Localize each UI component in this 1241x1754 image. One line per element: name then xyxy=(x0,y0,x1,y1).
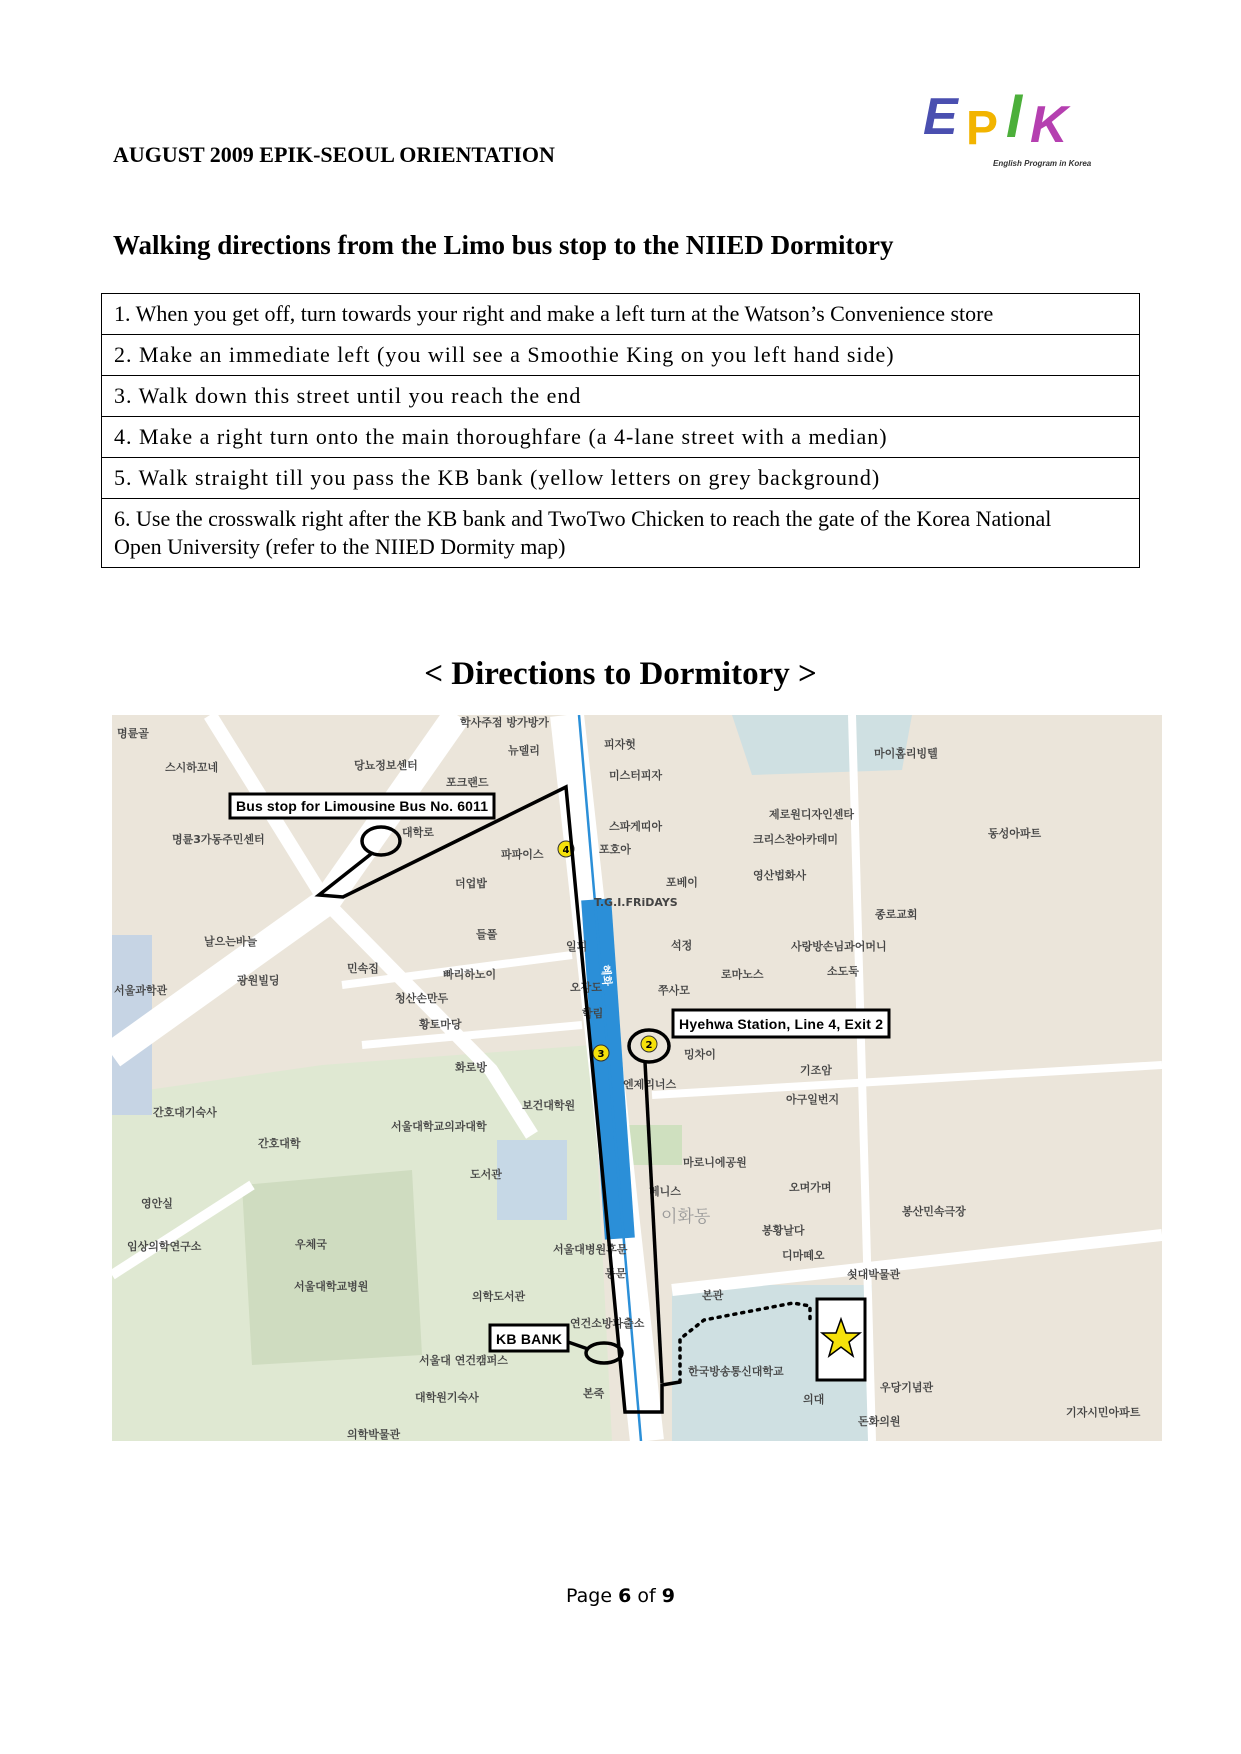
page-prefix: Page xyxy=(566,1585,619,1607)
map-label: 광원빌딩 xyxy=(237,974,280,987)
map-label: 영안실 xyxy=(141,1197,173,1210)
map-label: 크리스찬아카데미 xyxy=(753,833,839,846)
map-label: 대학로 xyxy=(402,826,434,839)
svg-text:l: l xyxy=(1006,85,1023,150)
map-label: 봉산민속극장 xyxy=(902,1205,966,1218)
subway-exit-2 xyxy=(641,1036,657,1052)
building-area xyxy=(497,1140,567,1220)
map-label: 오감도 xyxy=(570,981,602,994)
map-label: 우체국 xyxy=(295,1238,327,1251)
map-label: 화로방 xyxy=(455,1061,487,1074)
step-5: 5. Walk straight till you pass the KB bank (yellow letters on grey background) xyxy=(102,458,1140,499)
total-pages: 9 xyxy=(661,1585,675,1607)
svg-text:E: E xyxy=(923,88,958,146)
map-label: 의학박물관 xyxy=(347,1428,401,1441)
map-label: 오며가며 xyxy=(789,1181,832,1194)
svg-text:English Program in Korea: English Program in Korea xyxy=(993,159,1092,168)
map-label: 엔제리너스 xyxy=(623,1078,677,1091)
map-label: 서울대병원후문 xyxy=(553,1243,628,1256)
map-label: 베니스 xyxy=(649,1185,681,1198)
svg-text:Hyehwa Station, Line 4, Exit 2: Hyehwa Station, Line 4, Exit 2 xyxy=(679,1016,883,1032)
table-row xyxy=(102,335,1140,376)
step-1: 1. When you get off, turn towards your right and make a left turn at the Watson’s Convenience store xyxy=(102,294,1140,335)
document-header: AUGUST 2009 EPIK-SEOUL ORIENTATION xyxy=(113,142,555,167)
map-label: T.G.I.FRiDAYS xyxy=(594,896,678,909)
current-page: 6 xyxy=(618,1585,632,1607)
map-label: 사랑방손님과어머니 xyxy=(791,940,887,953)
map-label: 피자헛 xyxy=(604,738,636,751)
map-label: 명륜골 xyxy=(117,727,149,740)
map-label: 동성아파트 xyxy=(988,827,1042,840)
table-row xyxy=(102,499,1140,568)
map-label: 본죽 xyxy=(583,1387,605,1400)
map-label: 간호대기숙사 xyxy=(153,1106,217,1119)
map-label: 기조암 xyxy=(800,1064,832,1077)
map-label: 서울대 연건캠퍼스 xyxy=(419,1354,508,1367)
step-3: 3. Walk down this street until you reach the end xyxy=(102,376,1140,417)
map-label: 황토마당 xyxy=(419,1018,462,1031)
map-label: 더업밥 xyxy=(455,877,487,890)
bus-stop-callout xyxy=(230,794,494,818)
map-label: 청산손만두 xyxy=(395,992,449,1005)
map-label: 의대 xyxy=(803,1393,825,1406)
map-label: 파파이스 xyxy=(501,848,544,861)
map-label: 본관 xyxy=(702,1289,724,1302)
station-label: 혜화 xyxy=(599,964,614,987)
step-4: 4. Make a right turn onto the main thoroughfare (a 4-lane street with a median) xyxy=(102,417,1140,458)
map-label: 포베이 xyxy=(666,876,698,889)
map-label: 석정 xyxy=(671,939,693,952)
station-callout xyxy=(673,1010,889,1037)
svg-text:Bus stop for Limousine Bus No.: Bus stop for Limousine Bus No. 6011 xyxy=(236,798,488,814)
district-label: 이화동 xyxy=(661,1207,711,1227)
dormitory-star-marker xyxy=(817,1299,865,1380)
map-label: 서울대학교의과대학 xyxy=(391,1120,487,1133)
step-2: 2. Make an immediate left (you will see a Smoothie King on you left hand side) xyxy=(102,335,1140,376)
map-label: 빠리하노이 xyxy=(443,968,497,981)
map-label: 기자시민아파트 xyxy=(1066,1406,1141,1419)
map-label: 마이홈리빙텔 xyxy=(874,747,938,760)
map-label: 연건소방파출소 xyxy=(570,1317,645,1330)
svg-text:2: 2 xyxy=(645,1040,653,1051)
map-label: 민속집 xyxy=(347,962,379,975)
table-row xyxy=(102,458,1140,499)
map-label: 로마노스 xyxy=(721,968,764,981)
epik-logo xyxy=(918,82,1108,172)
map-label: 들풀 xyxy=(476,928,498,941)
map-label: 한국방송통신대학교 xyxy=(688,1365,784,1378)
map-label: 쭈사모 xyxy=(658,984,690,997)
map-label: 서울대학교병원 xyxy=(294,1280,369,1293)
map-label: 마로니에공원 xyxy=(683,1156,747,1169)
map-label: 포크랜드 xyxy=(446,776,489,789)
svg-text:3: 3 xyxy=(597,1049,605,1060)
svg-text:4: 4 xyxy=(562,845,570,856)
map-label: 디마떼오 xyxy=(782,1249,825,1262)
map-label: 소도둑 xyxy=(827,965,859,978)
map-label: 쇳대박물관 xyxy=(847,1268,901,1281)
map-label: 스파게띠아 xyxy=(609,820,663,833)
map-label: 의학도서관 xyxy=(472,1290,526,1303)
step-6: 6. Use the crosswalk right after the KB bank and TwoTwo Chicken to reach the gate of the Korea National Open University (refer to the NIIED Dormity map) xyxy=(102,499,1140,568)
svg-text:KB BANK: KB BANK xyxy=(496,1331,562,1347)
map-label: 서울과학관 xyxy=(114,984,168,997)
map-label: 미스터피자 xyxy=(609,769,663,782)
map-label: 도서관 xyxy=(470,1168,502,1181)
svg-text:K: K xyxy=(1030,96,1068,154)
map-label: 보건대학원 xyxy=(522,1099,576,1112)
map-label: 날으는바늘 xyxy=(204,935,258,948)
map-label: 임상의학연구소 xyxy=(127,1240,202,1253)
map-label: 영산법화사 xyxy=(753,869,807,882)
directions-map xyxy=(112,715,1162,1441)
pond-area xyxy=(732,715,912,775)
hospital-area xyxy=(242,1170,422,1365)
directions-table xyxy=(101,293,1140,568)
table-row xyxy=(102,294,1140,335)
map-label: 일피 xyxy=(566,940,588,953)
map-label: 우당기념관 xyxy=(880,1381,934,1394)
kb-bank-callout xyxy=(490,1325,568,1351)
map-label: 아구일번지 xyxy=(786,1093,840,1106)
map-label: 돈화의원 xyxy=(858,1415,901,1428)
map-label: 학림 xyxy=(582,1007,604,1020)
table-row xyxy=(102,417,1140,458)
map-label: 대학원기숙사 xyxy=(415,1391,479,1404)
map-label: 밍차이 xyxy=(684,1048,716,1061)
map-label: 당뇨정보센터 xyxy=(354,759,418,772)
map-heading: < Directions to Dormitory > xyxy=(424,656,817,692)
map-label: 제로원디자인센타 xyxy=(769,808,855,821)
map-label: 학사주점 방가방가 xyxy=(460,716,549,729)
map-label: 봉황날다 xyxy=(762,1224,805,1237)
page-number xyxy=(0,1585,1241,1607)
map-label: 포호아 xyxy=(599,843,631,856)
map-label: 간호대학 xyxy=(258,1137,301,1150)
map-label: 명륜3가동주민센터 xyxy=(172,833,265,846)
page-separator: of xyxy=(631,1585,662,1607)
map-label: 종로교회 xyxy=(875,908,918,921)
svg-text:P: P xyxy=(966,102,999,155)
map-label: 동문 xyxy=(605,1267,627,1280)
subway-exit-3 xyxy=(593,1045,609,1061)
table-row xyxy=(102,376,1140,417)
page-title: Walking directions from the Limo bus stop to the NIIED Dormitory xyxy=(113,230,894,260)
map-label: 스시하꼬네 xyxy=(165,761,219,774)
map-label: 뉴델리 xyxy=(508,744,540,757)
